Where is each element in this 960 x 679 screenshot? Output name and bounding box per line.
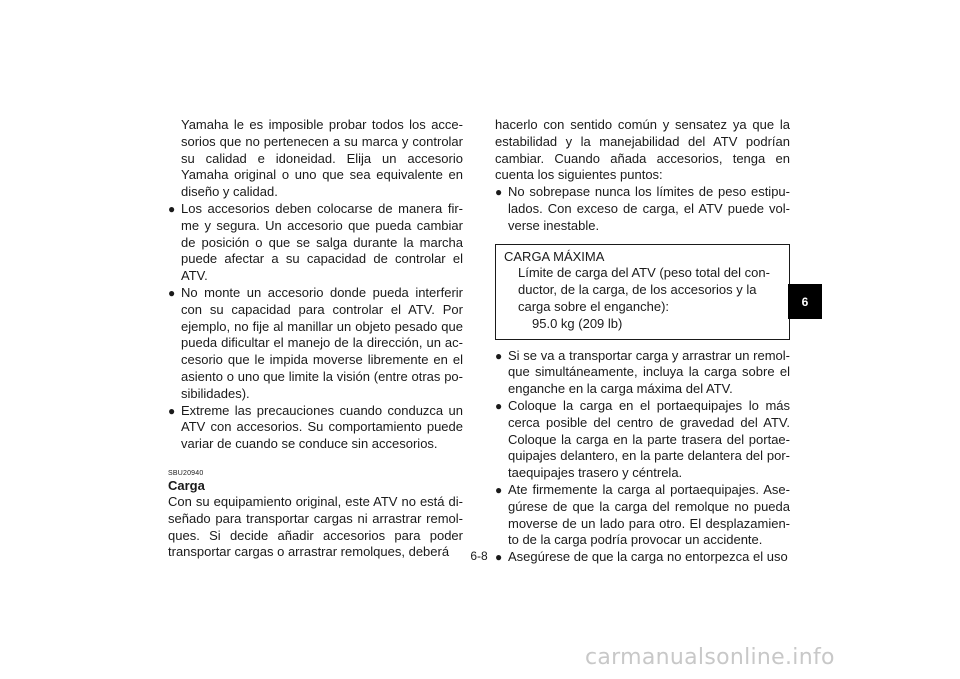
list-item bbox=[495, 482, 790, 549]
list-item bbox=[495, 549, 790, 566]
watermark: carmanualsonline.info bbox=[585, 645, 835, 670]
bullet-icon: ● bbox=[495, 398, 503, 413]
spec-box bbox=[495, 244, 790, 340]
list-item-text: Ate firmemente la carga al portaequipajes. Ase-gúrese de que la carga del remolque no pueda moverse de un lado para otro. El desplazamien-to de la carga podría provocar un accidente. bbox=[508, 481, 790, 548]
list-item-text: Asegúrese de que la carga no entorpezca el uso bbox=[508, 549, 788, 565]
list-item-text: Extreme las precauciones cuando conduzca un ATV con accesorios. Su comportamiento puede variar de cuando se conduce sin accesorios. bbox=[181, 402, 463, 452]
list-item-text: Coloque la carga en el portaequipajes lo más cerca posible del centro de gravedad del ATV. Coloque la carga en la parte trasera del portae-quipajes delantero, en la parte delantera del por-taequipajes trasero y céntrela. bbox=[508, 397, 790, 481]
spec-value: 95.0 kg (209 lb) bbox=[532, 315, 623, 331]
intro-paragraph: Yamaha le es imposible probar todos los acce-sorios que no pertenecen a su marca y controlar su calidad e idoneidad. Elija un accesorio Yamaha original o uno que sea equivalente en diseño y calidad. bbox=[181, 117, 463, 200]
bullet-icon: ● bbox=[495, 348, 503, 363]
spec-label: Límite de carga del ATV (peso total del con-ductor, de la carga, de los accesorios y la carga sobre el enganche): bbox=[518, 265, 770, 314]
bullet-icon: ● bbox=[495, 185, 503, 200]
section-heading: Carga bbox=[168, 477, 205, 493]
bullet-icon: ● bbox=[168, 403, 176, 418]
list-item-text: No sobrepase nunca los límites de peso estipu-lados. Con exceso de carga, el ATV puede vol-verse inestable. bbox=[508, 184, 790, 233]
list-item-text: No monte un accesorio donde pueda interferir con su capacidad para controlar el ATV. Por ejemplo, no fije al manillar un objeto pesado que pueda dificultar el manejo de la dirección, un ac-cesorio que le impida moverse libremente en el asiento o uno que limite la visión (entre otras po-sibilidades). bbox=[181, 284, 463, 401]
list-item bbox=[168, 201, 463, 285]
chapter-tab: 6 bbox=[788, 284, 822, 319]
spec-title: CARGA MÁXIMA bbox=[504, 248, 605, 264]
bullet-icon: ● bbox=[168, 285, 176, 300]
list-item bbox=[495, 398, 790, 482]
section-code: SBU20940 bbox=[168, 469, 204, 477]
section-paragraph: Con su equipamiento original, este ATV no está di-señado para transportar cargas ni arrastrar remol-ques. Si decide añadir accesorios para poder transportar cargas o arrastrar remolques, deberá bbox=[168, 493, 463, 560]
right-column bbox=[495, 117, 790, 566]
list-item bbox=[495, 348, 790, 398]
page-number: 6-8 bbox=[470, 549, 488, 563]
list-item-text: Si se va a transportar carga y arrastrar un remol-que simultáneamente, incluya la carga sobre el enganche en la carga máxima del ATV. bbox=[508, 347, 790, 397]
list-item bbox=[168, 403, 463, 453]
list-item bbox=[495, 184, 790, 234]
bullet-icon: ● bbox=[495, 482, 503, 497]
list-item bbox=[168, 285, 463, 403]
left-column bbox=[168, 117, 463, 561]
list-item-text: Los accesorios deben colocarse de manera fir-me y segura. Un accesorio que pueda cambiar de posición o que se salga durante la marcha puede afectar a su capacidad de controlar el ATV. bbox=[181, 200, 463, 284]
continuation-paragraph: hacerlo con sentido común y sensatez ya que la estabilidad y la manejabilidad del ATV podrían cambiar. Cuando añada accesorios, tenga en cuenta los siguientes puntos: bbox=[495, 117, 790, 183]
bullet-icon: ● bbox=[495, 550, 503, 565]
bullet-icon: ● bbox=[168, 201, 176, 216]
